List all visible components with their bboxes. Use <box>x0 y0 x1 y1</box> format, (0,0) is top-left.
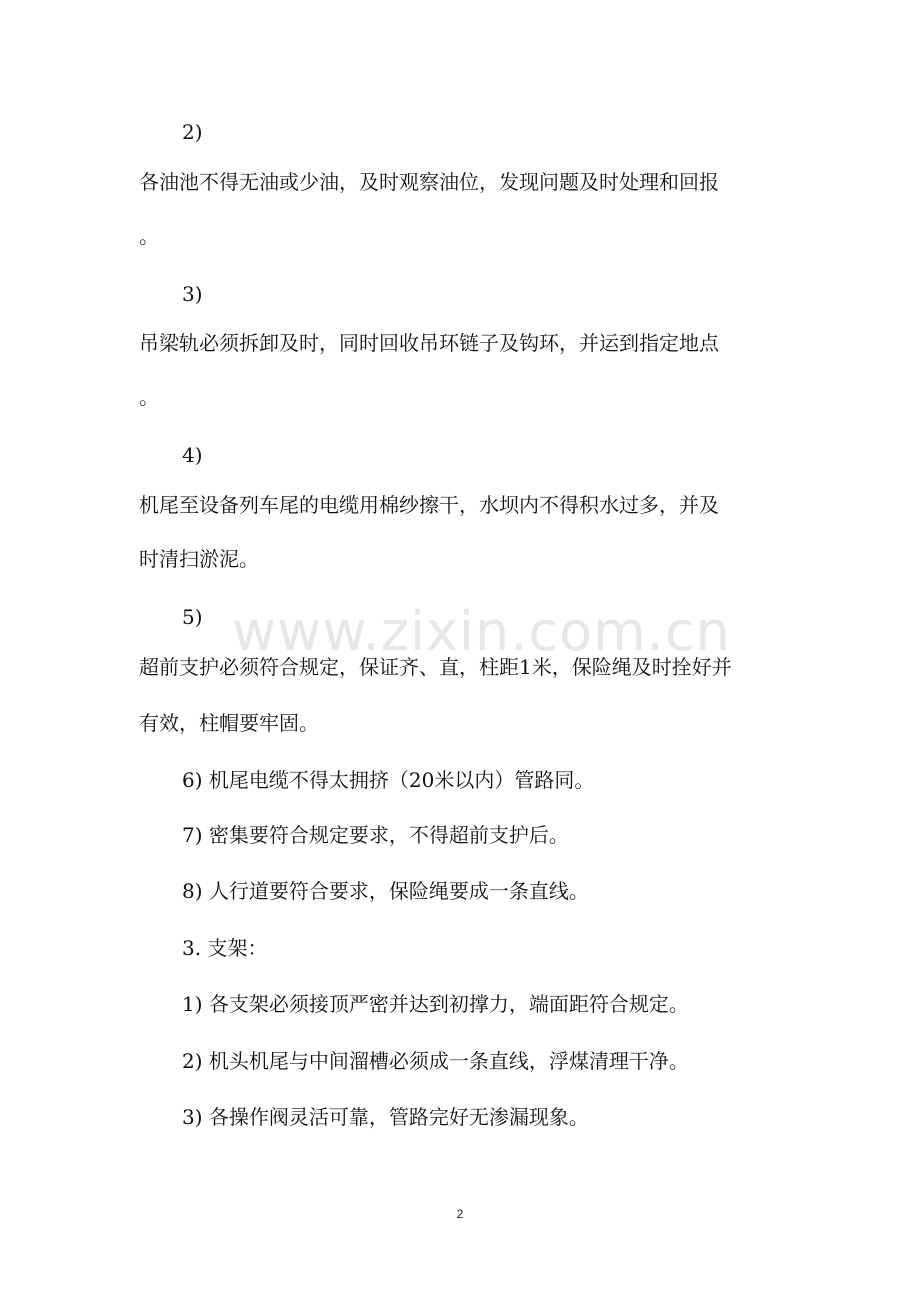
paragraph-text: 各油池不得无油或少油，及时观察油位，发现问题及时处理和回报 <box>139 170 719 194</box>
paragraph-text-continued: 时清扫淤泥。 <box>139 547 259 571</box>
paragraph-text: 机尾至设备列车尾的电缆用棉纱擦干，水坝内不得积水过多，并及 <box>139 493 719 517</box>
watermark: www.zixin.com.cn <box>232 600 731 663</box>
paragraph-number: 4) <box>182 443 203 467</box>
list-item: 1) 各支架必须接顶严密并达到初撑力，端面距符合规定。 <box>182 992 689 1016</box>
paragraph-text-continued: 。 <box>139 224 159 248</box>
list-item: 6) 机尾电缆不得太拥挤（20米以内）管路同。 <box>182 768 595 792</box>
list-item: 3) 各操作阀灵活可靠，管路完好无渗漏现象。 <box>182 1105 589 1129</box>
list-item: 7) 密集要符合规定要求，不得超前支护后。 <box>182 823 569 847</box>
paragraph-text: 超前支护必须符合规定，保证齐、直，柱距1米，保险绳及时拴好并 <box>139 655 732 679</box>
page-number: 2 <box>456 1207 464 1221</box>
paragraph-number: 3) <box>182 282 203 306</box>
paragraph-text: 吊梁轨必须拆卸及时，同时回收吊环链子及钩环，并运到指定地点 <box>139 331 719 355</box>
paragraph-number: 2) <box>182 120 203 144</box>
paragraph-number: 5) <box>182 605 203 629</box>
list-item: 8) 人行道要符合要求，保险绳要成一条直线。 <box>182 879 589 903</box>
list-item: 2) 机头机尾与中间溜槽必须成一条直线，浮煤清理干净。 <box>182 1049 689 1073</box>
paragraph-text-continued: 有效，柱帽要牢固。 <box>139 711 319 735</box>
section-heading: 3. 支架： <box>182 936 268 960</box>
paragraph-text-continued: 。 <box>139 385 159 409</box>
